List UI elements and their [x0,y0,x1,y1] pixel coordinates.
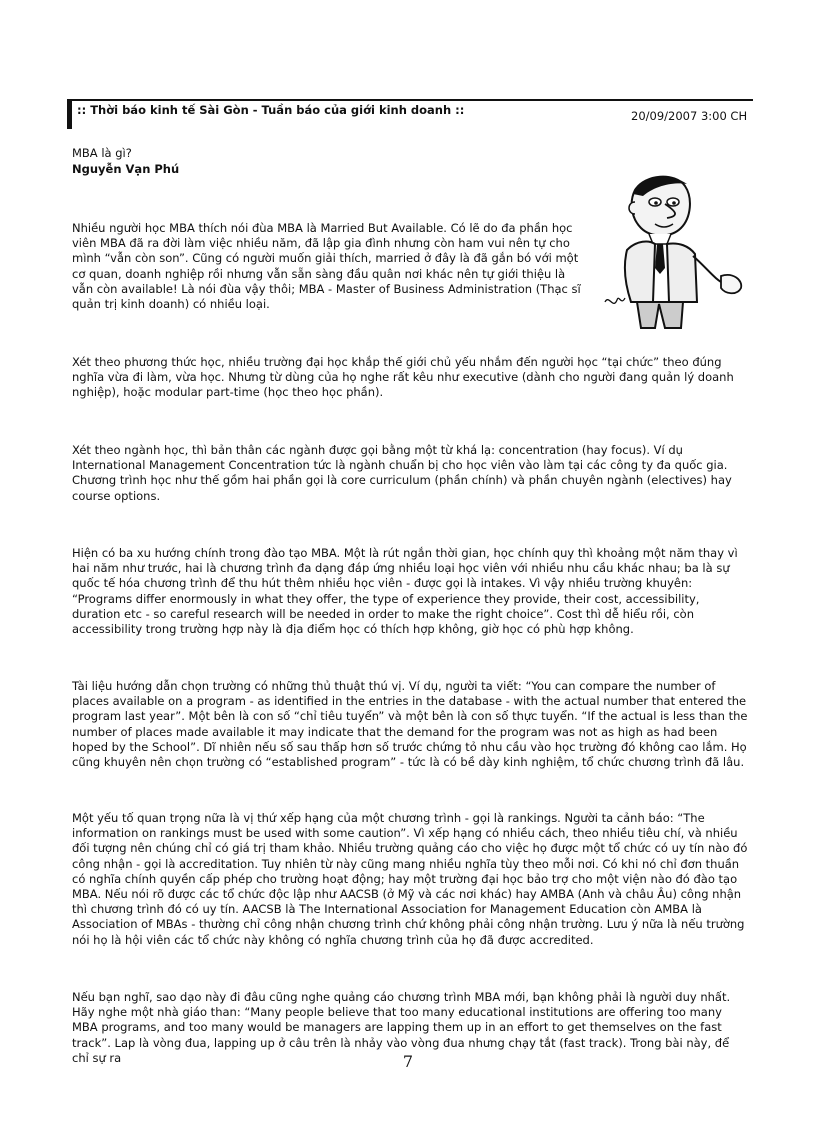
article-paragraph: Hiện có ba xu hướng chính trong đào tạo MBA. Một là rút ngắn thời gian, học chính quy thì khoảng một năm thay vì hai năm như trước, hai là chương trình đa dạng đáp ứng nhiều loại học viên với nhiều nhu cầu khác nhau; ba là sự quốc tế hóa chương trình để thu hút thêm nhiều học viên - được gọi là intakes. Vì vậy nhiều trường khuyên: “Programs differ enormously in what they offer, the type of experience they provide, their cost, accessibility, duration etc - so careful research will be needed in order to make the right choice”. Cost thì dễ hiểu rồi, còn accessibility trong trường hợp này là địa điểm học có thích hợp không, giờ học có phù hợp không. [72,546,738,637]
article-author: Nguyễn Vạn Phú [72,162,180,176]
header-title: :: Thời báo kinh tế Sài Gòn - Tuần báo của giới kinh doanh :: [77,103,465,117]
header-date: 20/09/2007 3:00 CH [631,109,748,123]
article-paragraph: Tài liệu hướng dẫn chọn trường có những thủ thuật thú vị. Ví dụ, người ta viết: “You can compare the number of places available on a program - as identified in the entries in the database - with the actual number that entered the program last year”. Một bên là con số “chỉ tiêu tuyển” và một bên là con số thực tuyển. “If the actual is less than the number of places made available it may indicate that the demand for the program was not as high as had been hoped by the School”. Dĩ nhiên nếu số sau thấp hơn số trước chứng tỏ nhu cầu vào học trường đó không cao lắm. Họ cũng khuyên nên chọn trường có “established program” - tức là có bề dày kinh nghiệm, tổ chức chương trình đã lâu. [72,679,748,770]
header-rule [70,99,753,101]
article-paragraph: Nếu bạn nghĩ, sao dạo này đi đâu cũng nghe quảng cáo chương trình MBA mới, bạn không phải là người duy nhất. Hãy nghe một nhà giáo than: “Many people believe that too many educational institutions are offering too many MBA programs, and too many would be managers are lapping them up in an effort to get themselves on the fast track”. Lap là vòng đua, lapping up ở câu trên là nhảy vào vòng đua nhưng chạy tắt (fast track). Trong bài này, để chỉ sự ra [72,990,731,1065]
header-accent-bar [67,99,72,129]
article-paragraph: Xét theo phương thức học, nhiều trường đại học khắp thế giới chủ yếu nhắm đến người học “tại chức” theo đúng nghĩa vừa đi làm, vừa học. Nhưng từ dùng của họ nghe rất kêu như executive (dành cho người đang quản lý doanh nghiệp), hoặc modular part-time (học theo học phần). [72,355,734,400]
page-number: 7 [402,1052,414,1071]
article-paragraph: Nhiều người học MBA thích nói đùa MBA là Married But Available. Có lẽ do đa phần học viên MBA đã ra đời làm việc nhiều năm, đã lập gia đình nhưng còn ham vui nên tự cho mình “vẫn còn son”. Cũng có người muốn giải thích, married ở đây là đã gắn bó với một cơ quan, doanh nghiệp rồi nhưng vẫn sẵn sàng đầu quân nơi khác nên tự giới thiệu là vẫn còn available! Là nói đùa vậy thôi; MBA - Master of Business Administration (Thạc sĩ quản trị kinh doanh) có nhiều loại. [72,221,581,312]
article-paragraph: Một yếu tố quan trọng nữa là vị thứ xếp hạng của một chương trình - gọi là rankings. Người ta cảnh báo: “The information on rankings must be used with some caution”. Vì xếp hạng có nhiều cách, theo nhiều tiêu chí, và nhiều đối tượng nên chúng chỉ có giá trị tham khảo. Nhiều trường quảng cáo cho việc họ được một tổ chức có uy tín nào đó công nhận - gọi là accreditation. Tuy nhiên từ này cũng mang nhiều nghĩa tùy theo mỗi nơi. Có khi nó chỉ đơn thuần có nghĩa chính quyền cấp phép cho trường hoạt động; hay một trường đại học bảo trợ cho một viện nào đó đào tạo MBA. Nếu nói rõ được các tổ chức độc lập như AACSB (ở Mỹ và các nơi khác) hay AMBA (Anh và châu Âu) công nhận thì chương trình đó có uy tín. AACSB là The International Association for Management Education còn AMBA là Association of MBAs - thường chỉ công nhận chương trình chứ không phải công nhận trường. Lưu ý nữa là nếu trường nói họ là hội viên các tổ chức này không có nghĩa chương trình của họ đã được accredited. [72,811,748,947]
cartoon-businessman-illustration [597,172,747,332]
article-subtitle: MBA là gì? [72,146,132,160]
article-paragraph: Xét theo ngành học, thì bản thân các ngành được gọi bằng một từ khá lạ: concentration (hay focus). Ví dụ International Management Concentration tức là ngành chuẩn bị cho học viên vào làm tại các công ty đa quốc gia. Chương trình học như thế gồm hai phần gọi là core curriculum (phần chính) và phần chuyên ngành (electives) hay course options. [72,443,732,503]
